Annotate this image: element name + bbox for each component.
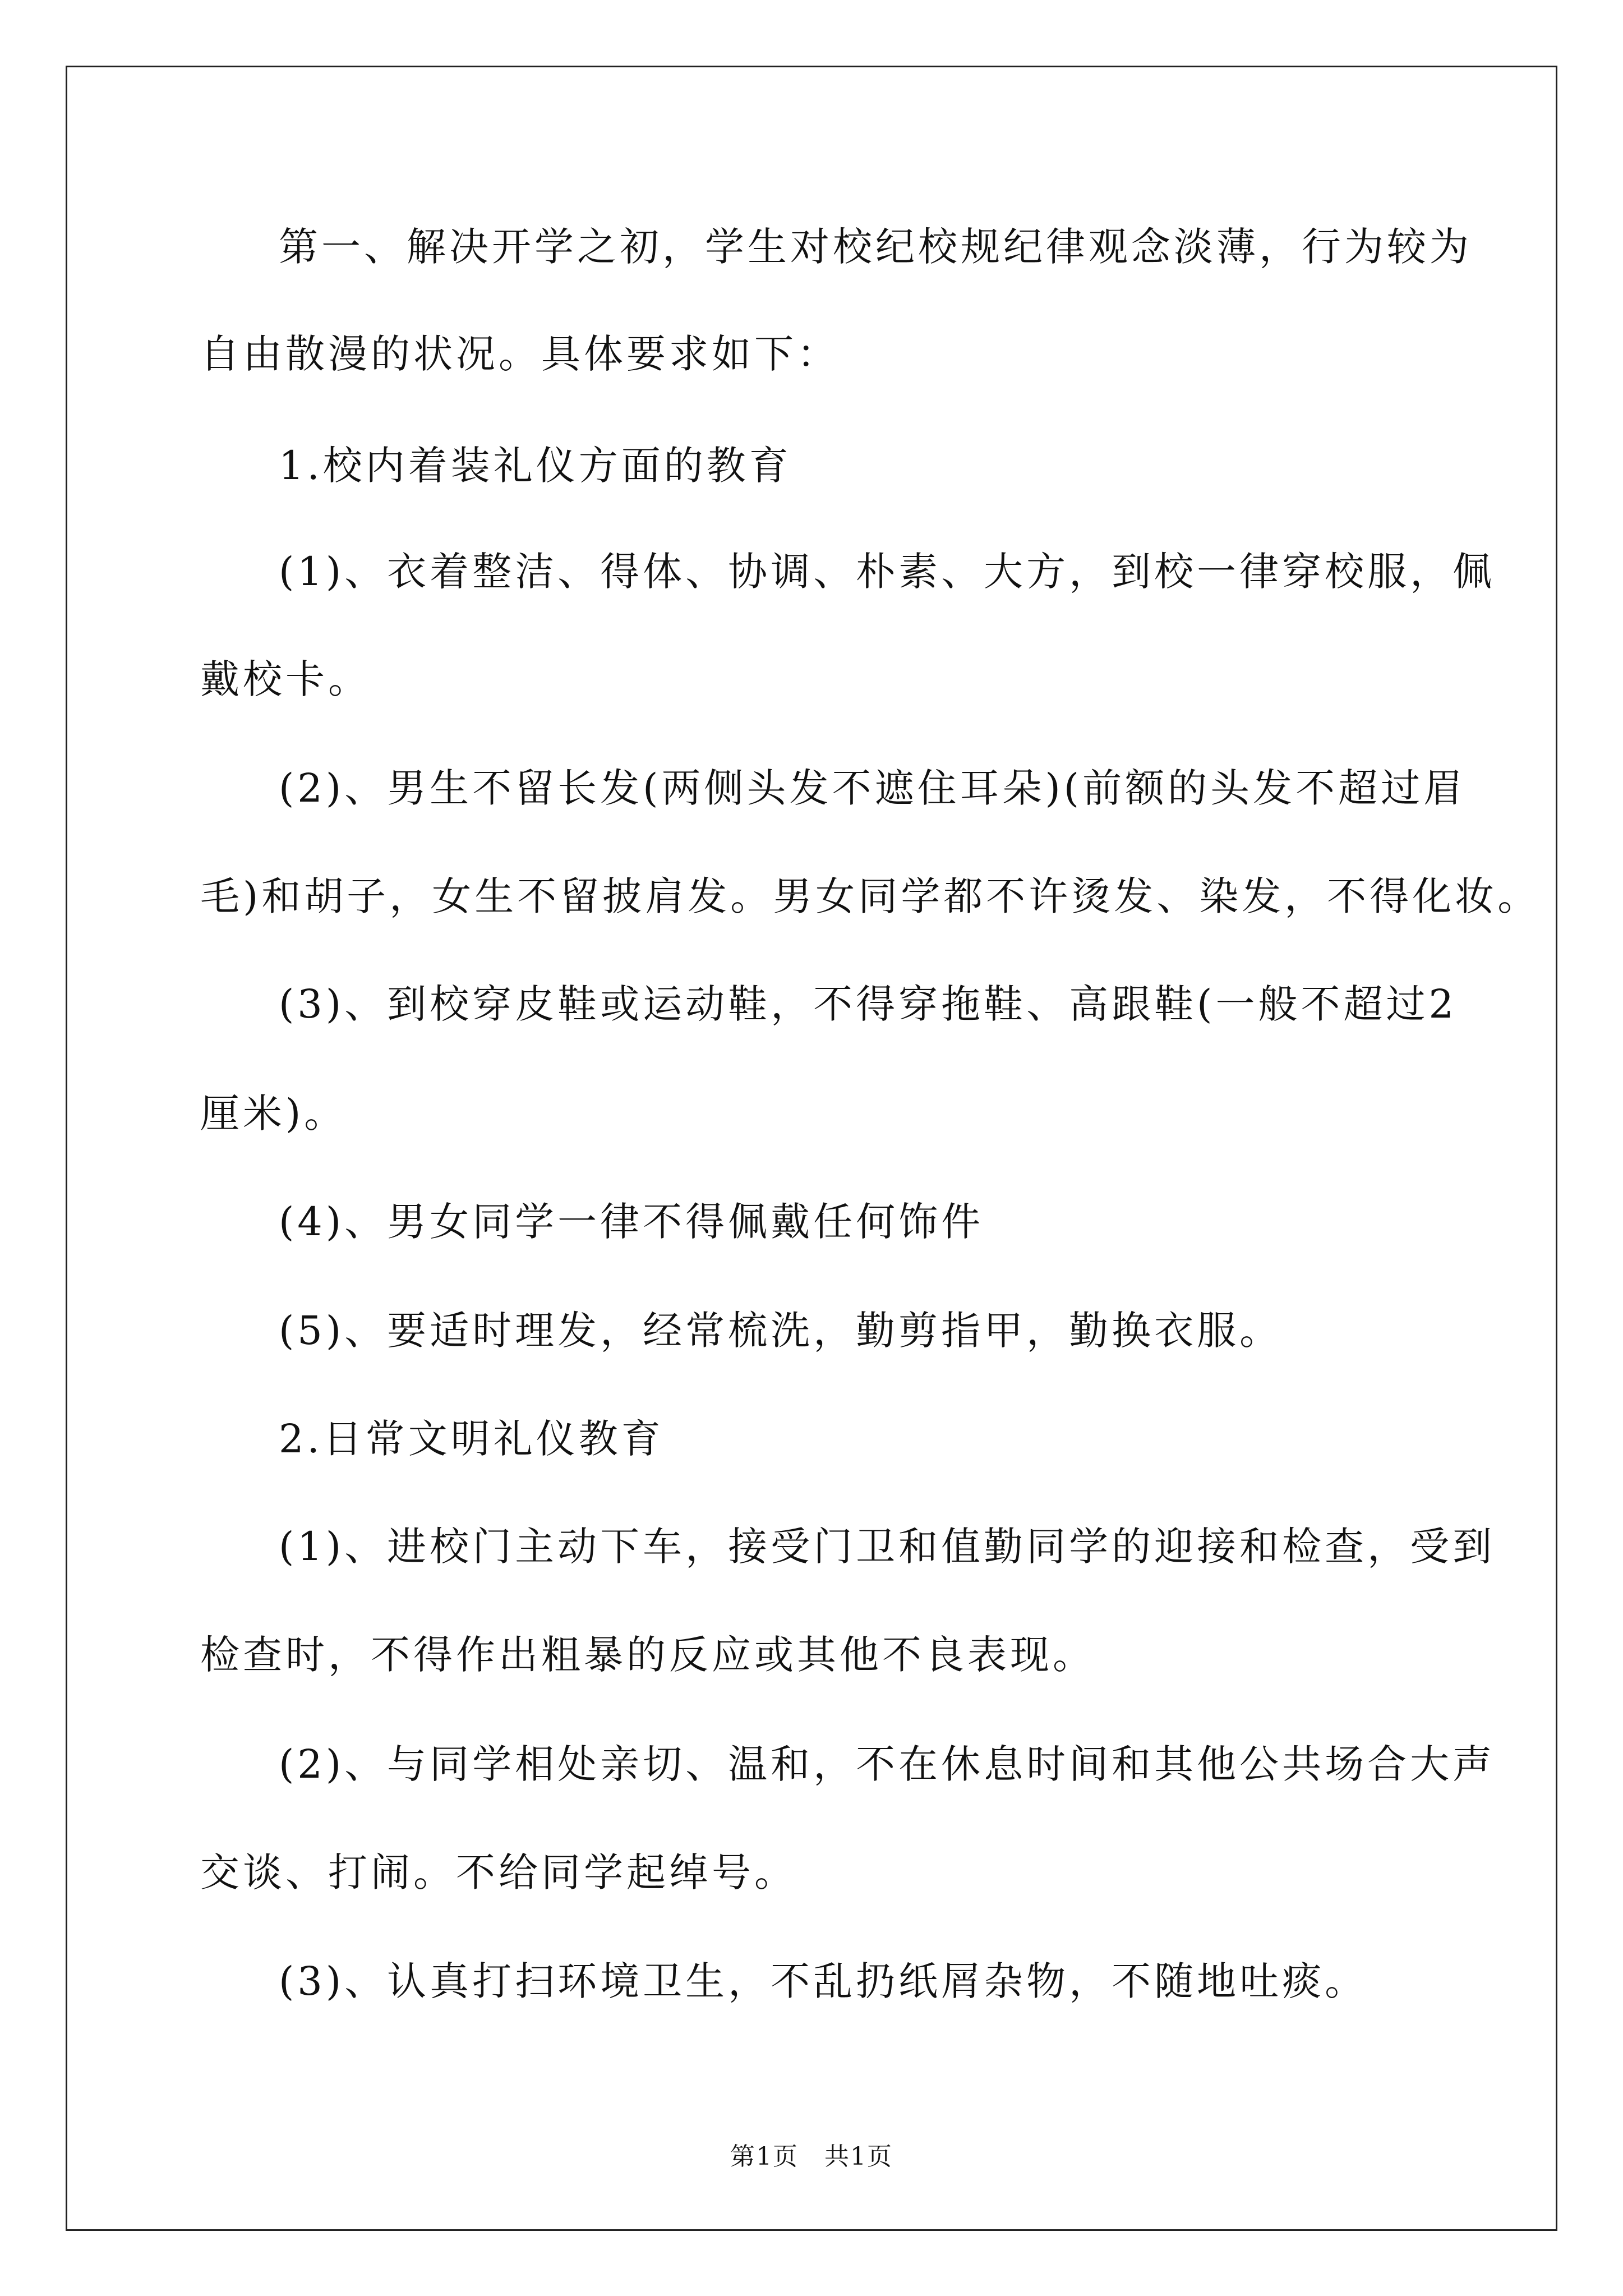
paragraph-line: (5)、要适时理发，经常梳洗，勤剪指甲，勤换衣服。 [279, 1308, 1283, 1354]
paragraph-line: (3)、到校穿皮鞋或运动鞋，不得穿拖鞋、高跟鞋(一般不超过2 [279, 981, 1457, 1027]
paragraph-line: (2)、与同学相处亲切、温和，不在休息时间和其他公共场合大声 [279, 1741, 1496, 1787]
paragraph-line: (2)、男生不留长发(两侧头发不遮住耳朵)(前额的头发不超过眉 [279, 765, 1467, 811]
paragraph-line: 第一、解决开学之初，学生对校纪校规纪律观念淡薄，行为较为 [279, 224, 1472, 270]
paragraph-line: 戴校卡。 [200, 656, 371, 702]
paragraph-line: (1)、进校门主动下车，接受门卫和值勤同学的迎接和检查，受到 [279, 1524, 1496, 1570]
page-border [66, 66, 1557, 2231]
page-number-footer: 第1页 共1页 [730, 2142, 893, 2171]
section-heading: 1.校内着装礼仪方面的教育 [279, 443, 792, 489]
section-heading: 2.日常文明礼仪教育 [279, 1416, 664, 1462]
paragraph-line: 检查时，不得作出粗暴的反应或其他不良表现。 [200, 1632, 1095, 1678]
paragraph-line: 厘米)。 [200, 1091, 347, 1137]
paragraph-line: 自由散漫的状况。具体要求如下： [200, 331, 840, 377]
paragraph-line: (4)、男女同学一律不得佩戴任何饰件 [279, 1199, 984, 1245]
paragraph-line: (3)、认真打扫环境卫生，不乱扔纸屑杂物，不随地吐痰。 [279, 1958, 1368, 2004]
paragraph-line: (1)、衣着整洁、得体、协调、朴素、大方，到校一律穿校服，佩 [279, 549, 1496, 595]
paragraph-line: 交谈、打闹。不给同学起绰号。 [200, 1849, 797, 1895]
paragraph-line: 毛)和胡子，女生不留披肩发。男女同学都不许烫发、染发，不得化妆。 [200, 873, 1541, 919]
